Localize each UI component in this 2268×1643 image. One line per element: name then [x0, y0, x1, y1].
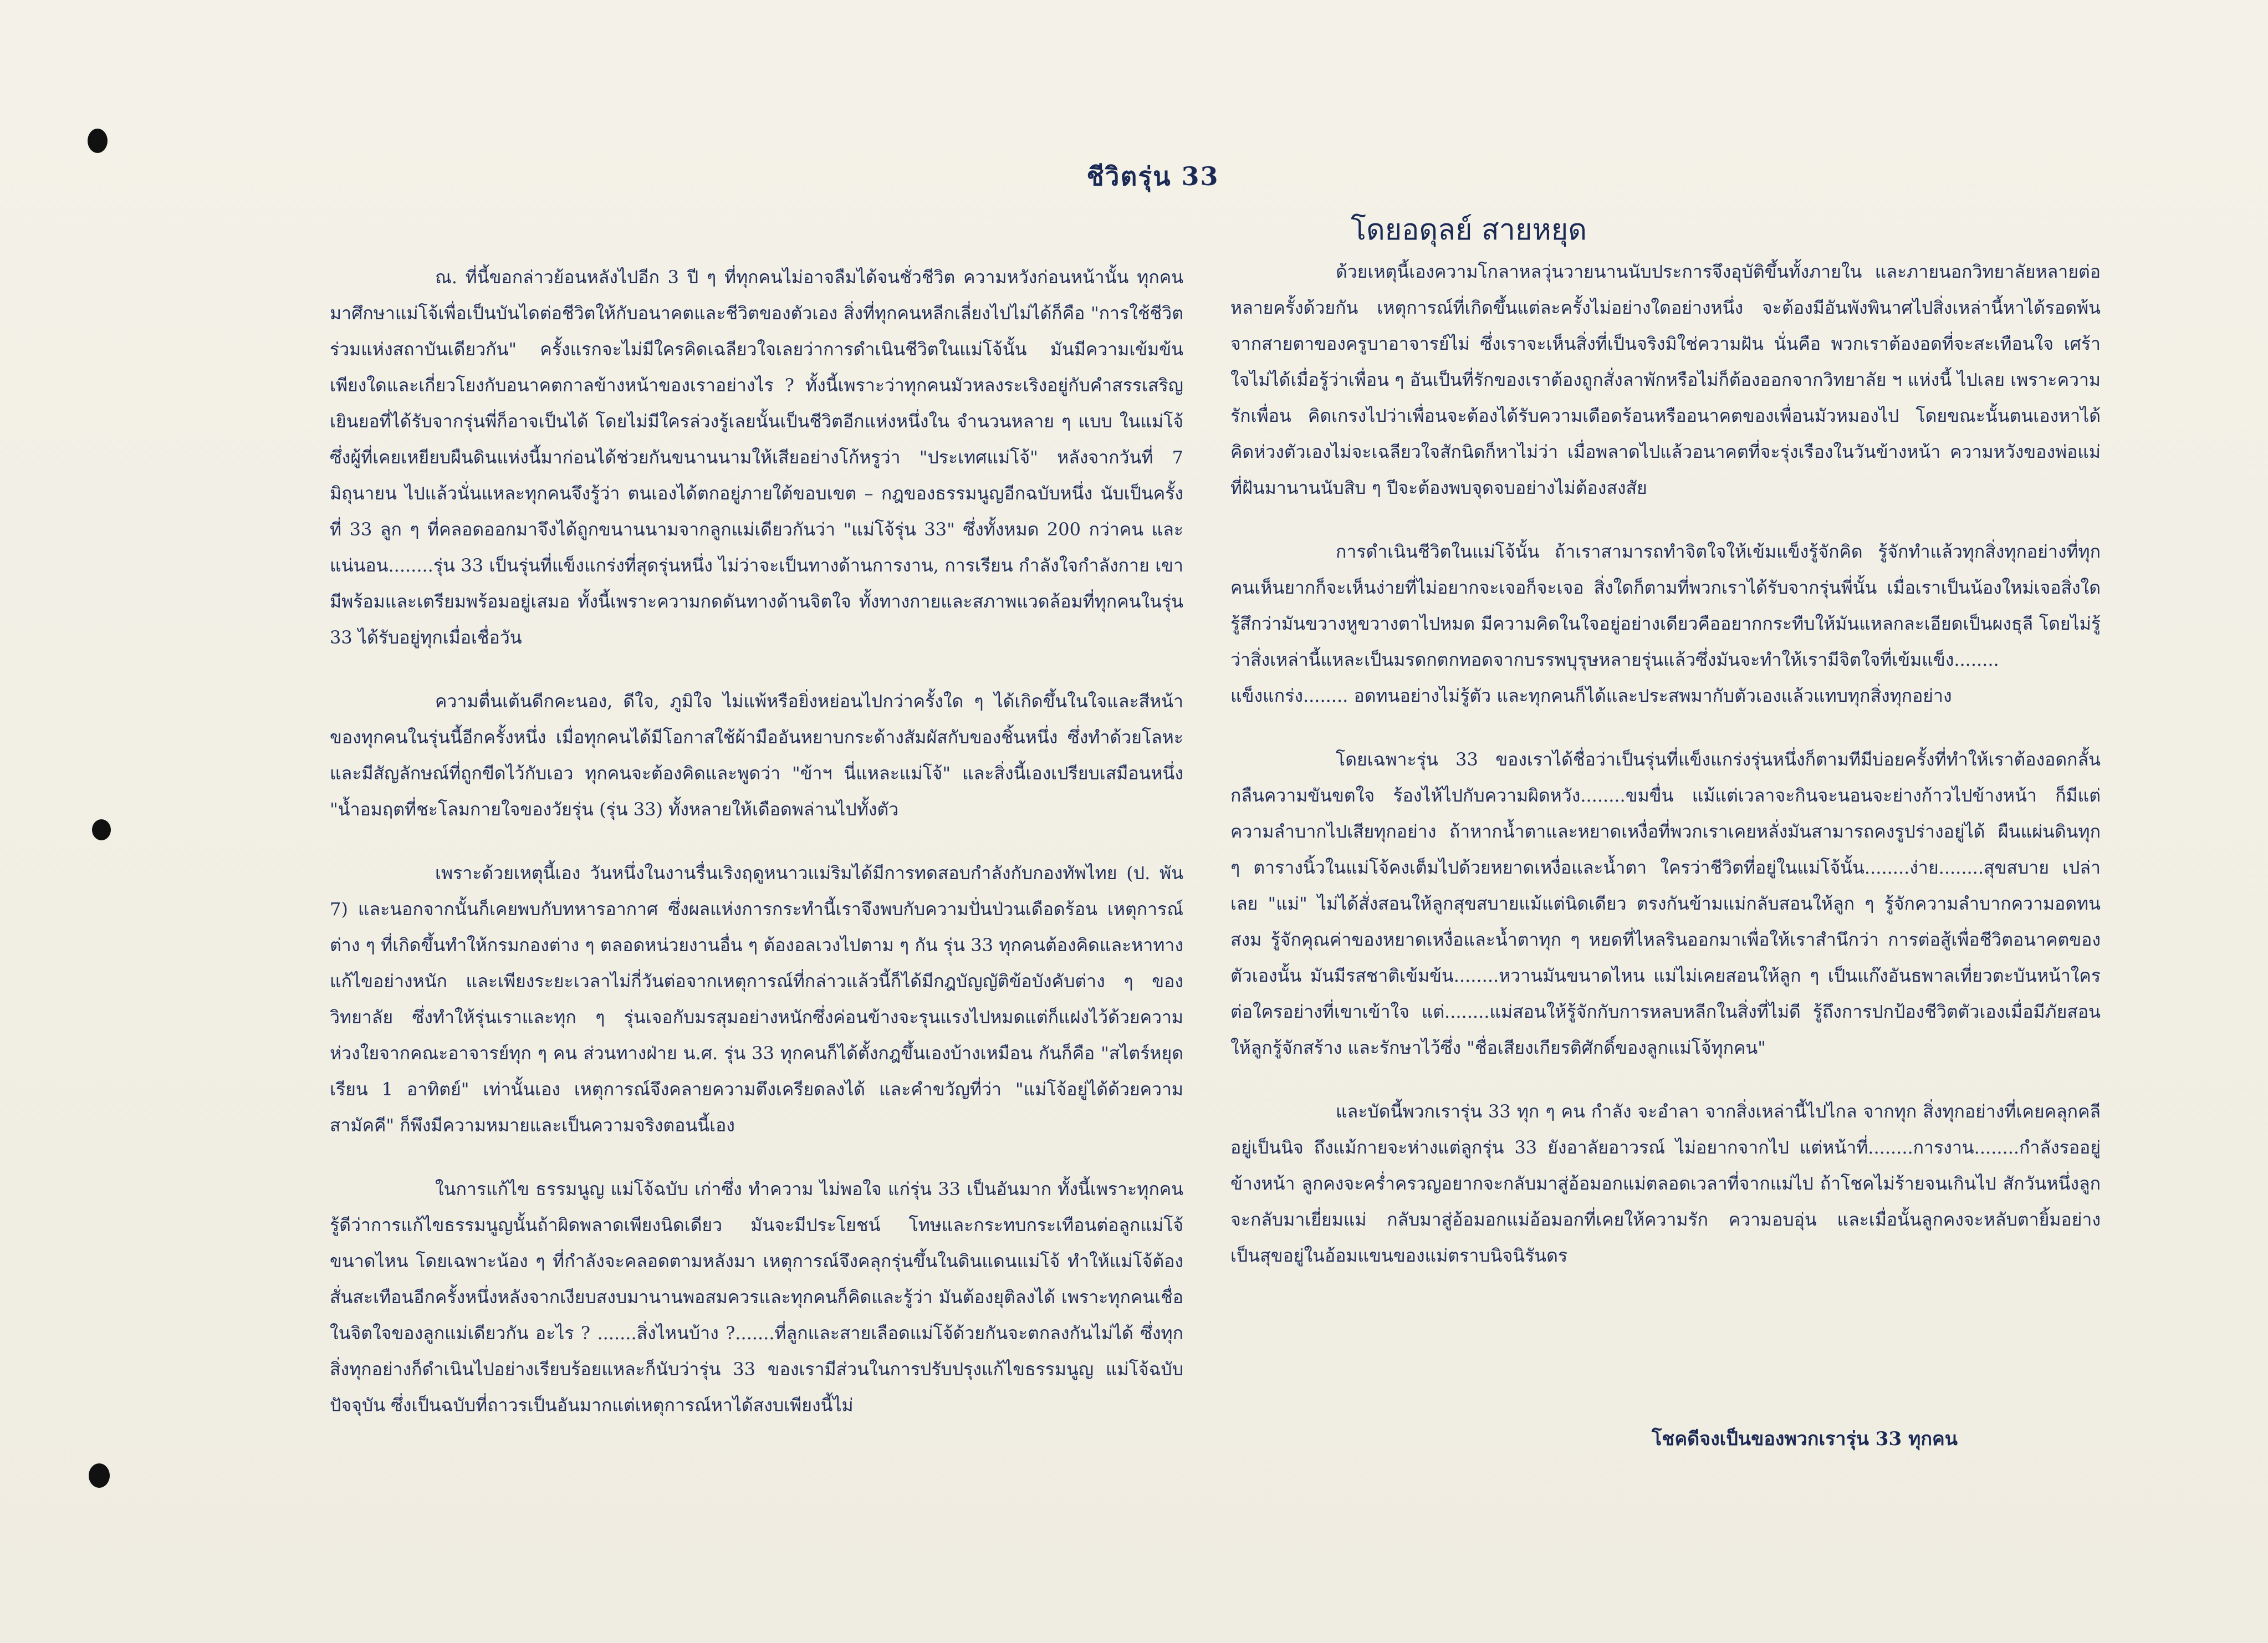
- right-paragraph-4: และบัดนี้พวกเรารุ่น 33 ทุก ๆ คน กำลัง จะอำลา จากสิ่งเหล่านี้ไปไกล จากทุก สิ่งทุกอย่างที่เคยคลุกคลีอยู่เป็นนิจ ถึงแม้กายจะห่างแต่ลูกรุ่น 33 ยังอาลัยอาวรณ์ ไม่อยากจากไป แต่หน้าที่........การงาน........กำลังรออยู่ข้างหน้า ลูกคงจะคร่ำครวญอยากจะกลับมาสู่อ้อมอกแม่ตลอดเวลาที่จากแม่ไป ถ้าโชคไม่ร้ายจนเกินไป สักวันหนึ่งลูกจะกลับมาเยี่ยมแม่ กลับมาสู่อ้อมอกแม่อ้อมอกที่เคยให้ความรัก ความอบอุ่น และเมื่อนั้นลูกคงจะหลับตายิ้มอย่างเป็นสุขอยู่ในอ้อมแขนของแม่ตราบนิจนิรันดร: [1230, 1101, 2101, 1266]
- left-paragraph-4: ในการแก้ไข ธรรมนูญ แม่โจ้ฉบับ เก่าซึ่ง ทำความ ไม่พอใจ แก่รุ่น 33 เป็นอันมาก ทั้งนี้เพราะทุกคนรู้ดีว่าการแก้ไขธรรมนูญนั้นถ้าผิดพลาดเพียงนิดเดียว มันจะมีประโยชน์ โทษและกระทบกระเทือนต่อลูกแม่โจ้ขนาดไหน โดยเฉพาะน้อง ๆ ที่กำลังจะคลอดตามหลังมา เหตุการณ์จึงคลุกรุ่นขึ้นในดินแดนแม่โจ้ ทำให้แม่โจ้ต้องสั่นสะเทือนอีกครั้งหนึ่งหลังจากเงียบสงบมานานพอสมควรและทุกคนก็คิดและรู้ว่า มันต้องยุติลงได้ เพราะทุกคนเชื่อในจิตใจของลูกแม่เดียวกัน อะไร ? .......สิ่งไหนบ้าง ?.......ที่ลูกและสายเลือดแม่โจ้ด้วยกันจะตกลงกันไม่ได้ ซึ่งทุกสิ่งทุกอย่างก็ดำเนินไปอย่างเรียบร้อยแหละก็นับว่ารุ่น 33 ของเรามีส่วนในการปรับปรุงแก้ไขธรรมนูญ แม่โจ้ฉบับปัจจุบัน ซึ่งเป็นฉบับที่ถาวรเป็นอันมากแต่เหตุการณ์หาได้สงบเพียงนี้ไม่: [330, 1178, 1183, 1416]
- right-paragraph-1: ด้วยเหตุนี้เองความโกลาหลวุ่นวายนานนับประการจึงอุบัติขึ้นทั้งภายใน และภายนอกวิทยาลัยหลายต่อหลายครั้งด้วยกัน เหตุการณ์ที่เกิดขึ้นแต่ละครั้งไม่อย่างใดอย่างหนึ่ง จะต้องมีอันพังพินาศไปสิ่งเหล่านี้หาได้รอดพ้นจากสายตาของครูบาอาจารย์ไม่ ซึ่งเราจะเห็นสิ่งที่เป็นจริงมิใช่ความฝัน นั่นคือ พวกเราต้องอดที่จะสะเทือนใจ เศร้าใจไม่ได้เมื่อรู้ว่าเพื่อน ๆ อันเป็นที่รักของเราต้องถูกสั่งลาพักหรือไม่ก็ต้องออกจากวิทยาลัย ฯ แห่งนี้ ไปเลย เพราะความรักเพื่อน คิดเกรงไปว่าเพื่อนจะต้องได้รับความเดือดร้อนหรืออนาคตของเพื่อนมัวหมองไป โดยขณะนั้นตนเองหาได้คิดห่วงตัวเองไม่จะเฉลียวใจสักนิดก็หาไม่ว่า เมื่อพลาดไปแล้วอนาคตที่จะรุ่งเรืองในวันข้างหน้า ความหวังของพ่อแม่ที่ฝันมานานนับสิบ ๆ ปีจะต้องพบจุดจบอย่างไม่ต้องสงสัย: [1230, 261, 2101, 498]
- left-paragraph-2: ความตื่นเต้นดีกคะนอง, ดีใจ, ภูมิใจ ไม่แพ้หรือยิ่งหย่อนไปกว่าครั้งใด ๆ ได้เกิดขึ้นในใจและสีหน้าของทุกคนในรุ่นนี้อีกครั้งหนึ่ง เมื่อทุกคนได้มีโอกาสใช้ผ้ามืออันหยาบกระด้างสัมผัสกับของชิ้นหนึ่ง ซึ่งทำด้วยโลหะและมีสัญลักษณ์ที่ถูกขีดไว้กับเอว ทุกคนจะต้องคิดและพูดว่า "ข้าฯ นี่แหละแม่โจ้" และสิ่งนี้เองเปรียบเสมือนหนึ่ง "น้ำอมฤตที่ชะโลมกายใจของวัยรุ่น (รุ่น 33) ทั้งหลายให้เดือดพล่านไปทั้งตัว: [330, 691, 1183, 820]
- left-paragraph-1: ณ. ที่นี้ขอกล่าวย้อนหลังไปอีก 3 ปี ๆ ที่ทุกคนไม่อาจลืมได้จนชั่วชีวิต ความหวังก่อนหน้านั้น ทุกคนมาศึกษาแม่โจ้เพื่อเป็นบันไดต่อชีวิตให้กับอนาคตและชีวิตของตัวเอง สิ่งที่ทุกคนหลีกเลี่ยงไปไม่ได้ก็คือ "การใช้ชีวิตร่วมแห่งสถาบันเดียวกัน" ครั้งแรกจะไม่มีใครคิดเฉลียวใจเลยว่าการดำเนินชีวิตในแม่โจ้นั้น มันมีความเข้มข้นเพียงใดและเกี่ยวโยงกับอนาคตกาลข้างหน้าของเราอย่างไร ? ทั้งนี้เพราะว่าทุกคนมัวหลงระเริงอยู่กับคำสรรเสริญเยินยอที่ได้รับจากรุ่นพี่ก็อาจเป็นได้ โดยไม่มีใครล่วงรู้เลยนั้นเป็นชีวิตอีกแห่งหนึ่งใน จำนวนหลาย ๆ แบบ ในแม่โจ้ซึ่งผู้ที่เคยเหยียบผืนดินแห่งนี้มาก่อนได้ช่วยกันขนานนามให้เสียอย่างโก้หรูว่า "ประเทศแม่โจ้" หลังจากวันที่ 7 มิถุนายน ไปแล้วนั่นแหละทุกคนจึงรู้ว่า ตนเองได้ตกอยู่ภายใต้ขอบเขต – กฎของธรรมนูญอีกฉบับหนึ่ง นับเป็นครั้งที่ 33 ลูก ๆ ที่คลอดออกมาจึงได้ถูกขนานนามจากลูกแม่เดียวกันว่า "แม่โจ้รุ่น 33" ซึ่งทั้งหมด 200 กว่าคน และแน่นอน........รุ่น 33 เป็นรุ่นที่แข็งแกร่งที่สุดรุ่นหนึ่ง ไม่ว่าจะเป็นทางด้านการงาน, การเรียน กำลังใจกำลังกาย เขามีพร้อมและเตรียมพร้อมอยู่เสมอ ทั้งนี้เพราะความกดดันทางด้านจิตใจ ทั้งทางกายและสภาพแวดล้อมที่ทุกคนในรุ่น 33 ได้รับอยู่ทุกเมื่อเชื่อวัน: [330, 267, 1184, 648]
- left-paragraph-3: เพราะด้วยเหตุนี้เอง วันหนึ่งในงานรื่นเริงฤดูหนาวแม่ริมได้มีการทดสอบกำลังกับกองทัพไทย (ป. พัน 7) และนอกจากนั้นก็เคยพบกับทหารอากาศ ซึ่งผลแห่งการกระทำนี้เราจึงพบกับความปั่นป่วนเดือดร้อน เหตุการณ์ต่าง ๆ ที่เกิดขึ้นทำให้กรมกองต่าง ๆ ตลอดหน่วยงานอื่น ๆ ต้องอลเวงไปตาม ๆ กัน รุ่น 33 ทุกคนต้องคิดและหาทางแก้ไขอย่างหนัก และเพียงระยะเวลาไม่กี่วันต่อจากเหตุการณ์ที่กล่าวแล้วนี้ก็ได้มีกฎบัญญัติข้อบังคับต่าง ๆ ของวิทยาลัย ซึ่งทำให้รุ่นเราและทุก ๆ รุ่นเจอกับมรสุมอย่างหนักซึ่งค่อนข้างจะรุนแรงไปหมดแต่ก็แฝงไว้ด้วยความห่วงใยจากคณะอาจารย์ทุก ๆ คน ส่วนทางฝ่าย น.ศ. รุ่น 33 ทุกคนก็ได้ตั้งกฎขึ้นเองบ้างเหมือน กันก็คือ "สไตร์หยุดเรียน 1 อาทิตย์" เท่านั้นเอง เหตุการณ์จึงคลายความตึงเครียดลงได้ และคำขวัญที่ว่า "แม่โจ้อยู่ได้ด้วยความสามัคคี" ก็พึงมีความหมายและเป็นความจริงตอนนี้เอง: [330, 863, 1183, 1136]
- punch-hole-icon: [92, 819, 111, 840]
- author-byline: โดยอดุลย์ สายหยุด: [1351, 213, 1587, 247]
- right-column: [1230, 254, 2101, 1274]
- right-paragraph-2: การดำเนินชีวิตในแม่โจ้นั้น ถ้าเราสามารถทำจิตใจให้เข้มแข็งรู้จักคิด รู้จักทำแล้วทุกสิ่งทุกอย่างที่ทุกคนเห็นยากก็จะเห็นง่ายที่ไม่อยากจะเจอก็จะเจอ สิ่งใดก็ตามที่พวกเราได้รับจากรุ่นพี่นั้น เมื่อเราเป็นน้องใหม่เจอสิ่งใดรู้สึกว่ามันขวางหูขวางตาไปหมด มีความคิดในใจอยู่อย่างเดียวคืออยากกระทืบให้มันแหลกละเอียดเป็นผงธุลี โดยไม่รู้ว่าสิ่งเหล่านี้แหละเป็นมรดกตกทอดจากบรรพบุรุษหลายรุ่นแล้วซึ่งมันจะทำให้เรามีจิตใจที่เข้มแข็ง........ แข็งแกร่ง........ อดทนอย่างไม่รู้ตัว และทุกคนก็ได้และประสพมากับตัวเองแล้วแทบทุกสิ่งทุกอย่าง: [1230, 541, 2101, 706]
- right-paragraph-3: โดยเฉพาะรุ่น 33 ของเราได้ชื่อว่าเป็นรุ่นที่แข็งแกร่งรุ่นหนึ่งก็ตามทีมีบ่อยครั้งที่ทำให้เราต้องอดกลั้นกลืนความขันขตใจ ร้องไห้ไปกับความผิดหวัง........ขมขื่น แม้แต่เวลาจะกินจะนอนจะย่างก้าวไปข้างหน้า ก็มีแต่ความลำบากไปเสียทุกอย่าง ถ้าหากน้ำตาและหยาดเหงื่อที่พวกเราเคยหลั่งมันสามารถคงรูปร่างอยู่ได้ ผืนแผ่นดินทุก ๆ ตารางนิ้วในแม่โจ้คงเต็มไปด้วยหยาดเหงื่อและน้ำตา ใครว่าชีวิตที่อยู่ในแม่โจ้นั้น........ง่าย........สุขสบาย เปล่าเลย "แม่" ไม่ได้สั่งสอนให้ลูกสุขสบายแม้แต่นิดเดียว ตรงกันข้ามแม่กลับสอนให้ลูก ๆ รู้จักความลำบากความอดทน สงม รู้จักคุณค่าของหยาดเหงื่อและน้ำตาทุก ๆ หยดที่ไหลรินออกมาเพื่อให้เราสำนึกว่า การต่อสู้เพื่อชีวิตอนาคตของตัวเองนั้น มันมีรสชาติเข้มข้น........หวานมันขนาดไหน แม่ไม่เคยสอนให้ลูก ๆ เป็นแก๊งอันธพาลเที่ยวตะบันหน้าใครต่อใครอย่างที่เขาเข้าใจ แต่........แม่สอนให้รู้จักกับการหลบหลีกในสิ่งที่ไม่ดี รู้ถึงการปกป้องชีวิตตัวเองเมื่อมีภัยสอนให้ลูกรู้จักสร้าง และรักษาไว้ซึ่ง "ชื่อเสียงเกียรติศักดิ์ของลูกแม่โจ้ทุกคน": [1230, 749, 2101, 1058]
- document-title: ชีวิตรุ่น 33: [1086, 161, 1219, 191]
- left-column: [330, 259, 1183, 1423]
- closing-signature: โชคดีจงเป็นของพวกเรารุ่น 33 ทุกคน: [1652, 1428, 1958, 1450]
- punch-hole-icon: [88, 129, 108, 153]
- punch-hole-icon: [89, 1463, 110, 1488]
